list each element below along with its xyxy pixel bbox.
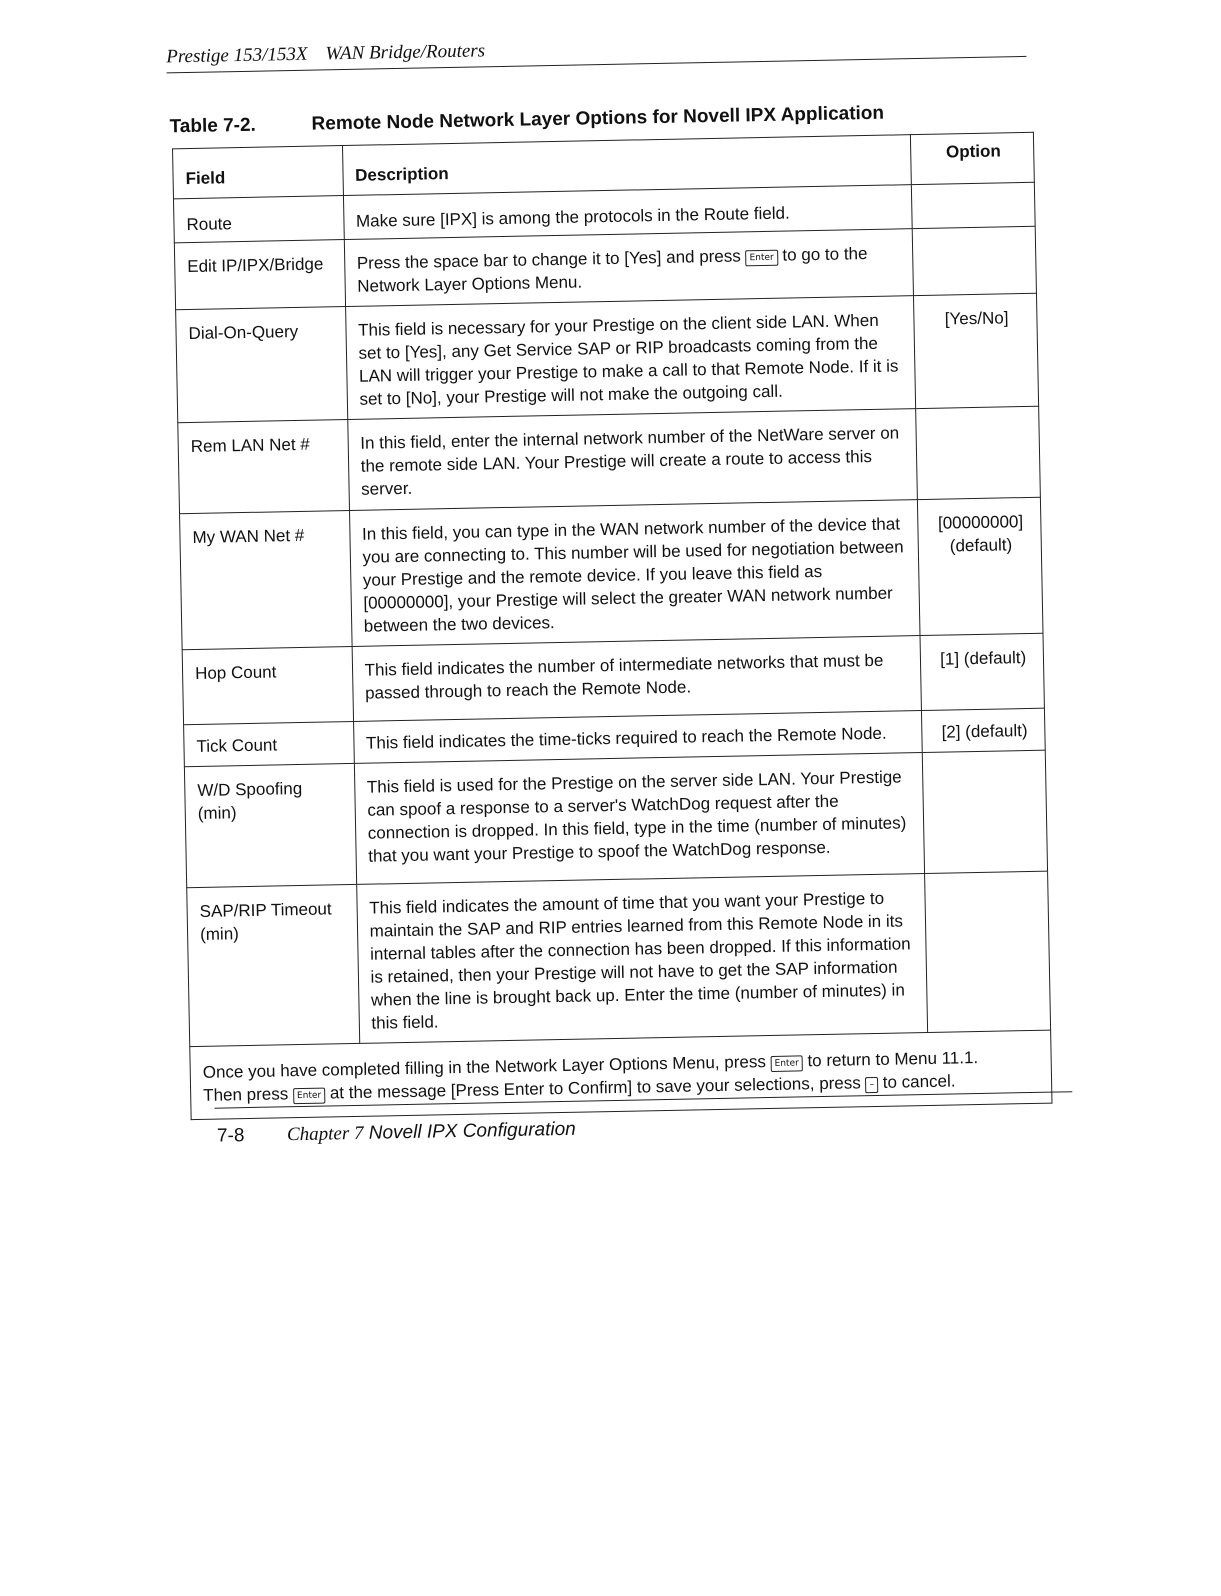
footer-chapter: Chapter 7 (286, 1122, 364, 1146)
table-row (178, 406, 1041, 514)
option-cell (916, 406, 1040, 499)
column-header-option: Option (911, 132, 1034, 184)
table-row (176, 293, 1039, 423)
note-text: to return to Menu 11.1. (807, 1048, 979, 1071)
description-cell: In this field, you can type in the WAN network number of the device that you are connecting to. This number will be used for negotiation between your Prestige and the remote device. If you leave this field as [00000000], your Prestige will select the greater WAN network number between the two devices. (349, 500, 920, 647)
page-footer (217, 1119, 576, 1148)
option-cell (912, 182, 1035, 228)
field-cell: Dial-On-Query (176, 307, 348, 423)
table-number: Table 7-2. (169, 114, 257, 138)
description-cell: In this field, enter the internal network number of the NetWare server on the remote side LAN. Your Prestige will create a route to access this server. (347, 409, 917, 511)
description-cell: This field is used for the Prestige on the server side LAN. Your Prestige can spoof a response to a server's WatchDog request after the connection is dropped. In this field, type in the time (number of minutes) that you want your Prestige to spoof the WatchDog response. (354, 753, 925, 885)
description-text: to go to the Network Layer Options Menu. (357, 244, 868, 296)
option-cell (913, 226, 1037, 295)
option-cell: [2] (default) (922, 708, 1045, 752)
note-text: Once you have completed filling in the Network Layer Options Menu, press (202, 1052, 767, 1082)
option-cell: [00000000] (default) (918, 497, 1043, 635)
field-cell: Edit IP/IPX/Bridge (174, 240, 345, 310)
description-cell: This field indicates the time-ticks required to reach the Remote Node. (353, 711, 923, 764)
field-cell: Hop Count (182, 646, 353, 724)
option-cell (925, 871, 1051, 1032)
header-product: Prestige 153/153X (166, 43, 308, 68)
table-row (187, 871, 1051, 1046)
field-cell: Route (173, 196, 343, 243)
escape-key-icon: – (865, 1077, 878, 1093)
table-row (184, 750, 1047, 888)
header-subtitle: WAN Bridge/Routers (325, 40, 486, 65)
running-header (166, 30, 1026, 74)
note-text: at the message [Press Enter to Confirm] to save your selections, press (329, 1073, 861, 1103)
enter-key-icon: Enter (745, 250, 777, 267)
options-table (172, 132, 1053, 1120)
note-text: to cancel. (882, 1071, 956, 1092)
table-title: Remote Node Network Layer Options for Novell IPX Application (311, 102, 885, 135)
description-text: Press the space bar to change it to [Yes] and press (356, 246, 741, 273)
field-cell: W/D Spoofing (min) (184, 763, 356, 887)
table-row (180, 497, 1043, 650)
page-number: 7-8 (216, 1125, 245, 1147)
description-cell: Make sure [IPX] is among the protocols in the Route field. (343, 185, 913, 240)
description-cell: This field is necessary for your Prestige on the client side LAN. When set to [Yes], any Get Service SAP or RIP broadcasts coming from the LAN will trigger your Prestige to make a call to that Remote Node. If it is set to [No], your Prestige will not make the outgoing call. (345, 296, 916, 420)
note-text: Then press (203, 1084, 289, 1105)
field-cell: SAP/RIP Timeout (min) (187, 884, 360, 1046)
column-header-field: Field (173, 146, 344, 199)
column-header-description: Description (342, 135, 912, 196)
enter-key-icon: Enter (293, 1088, 325, 1105)
description-cell: This field indicates the amount of time that you want your Prestige to maintain the SAP and RIP entries learned from this Remote Node in its internal tables after the connection has been dropped. If this information is retained, then your Prestige will not have to get the SAP information when the line is brought back up. Enter the time (number of minutes) in this field. (356, 874, 928, 1044)
field-cell: Tick Count (184, 721, 354, 766)
table-caption (169, 100, 1029, 139)
field-cell: My WAN Net # (180, 510, 352, 649)
enter-key-icon: Enter (770, 1055, 802, 1072)
field-cell: Rem LAN Net # (178, 420, 349, 514)
option-cell (923, 750, 1048, 873)
footer-chapter-title: Novell IPX Configuration (368, 1118, 576, 1144)
option-cell: [1] (default) (920, 633, 1044, 710)
description-cell: This field indicates the number of intermediate networks that must be passed through to reach the Remote Node. (352, 636, 922, 722)
option-cell: [Yes/No] (914, 293, 1039, 408)
description-cell (344, 229, 914, 307)
